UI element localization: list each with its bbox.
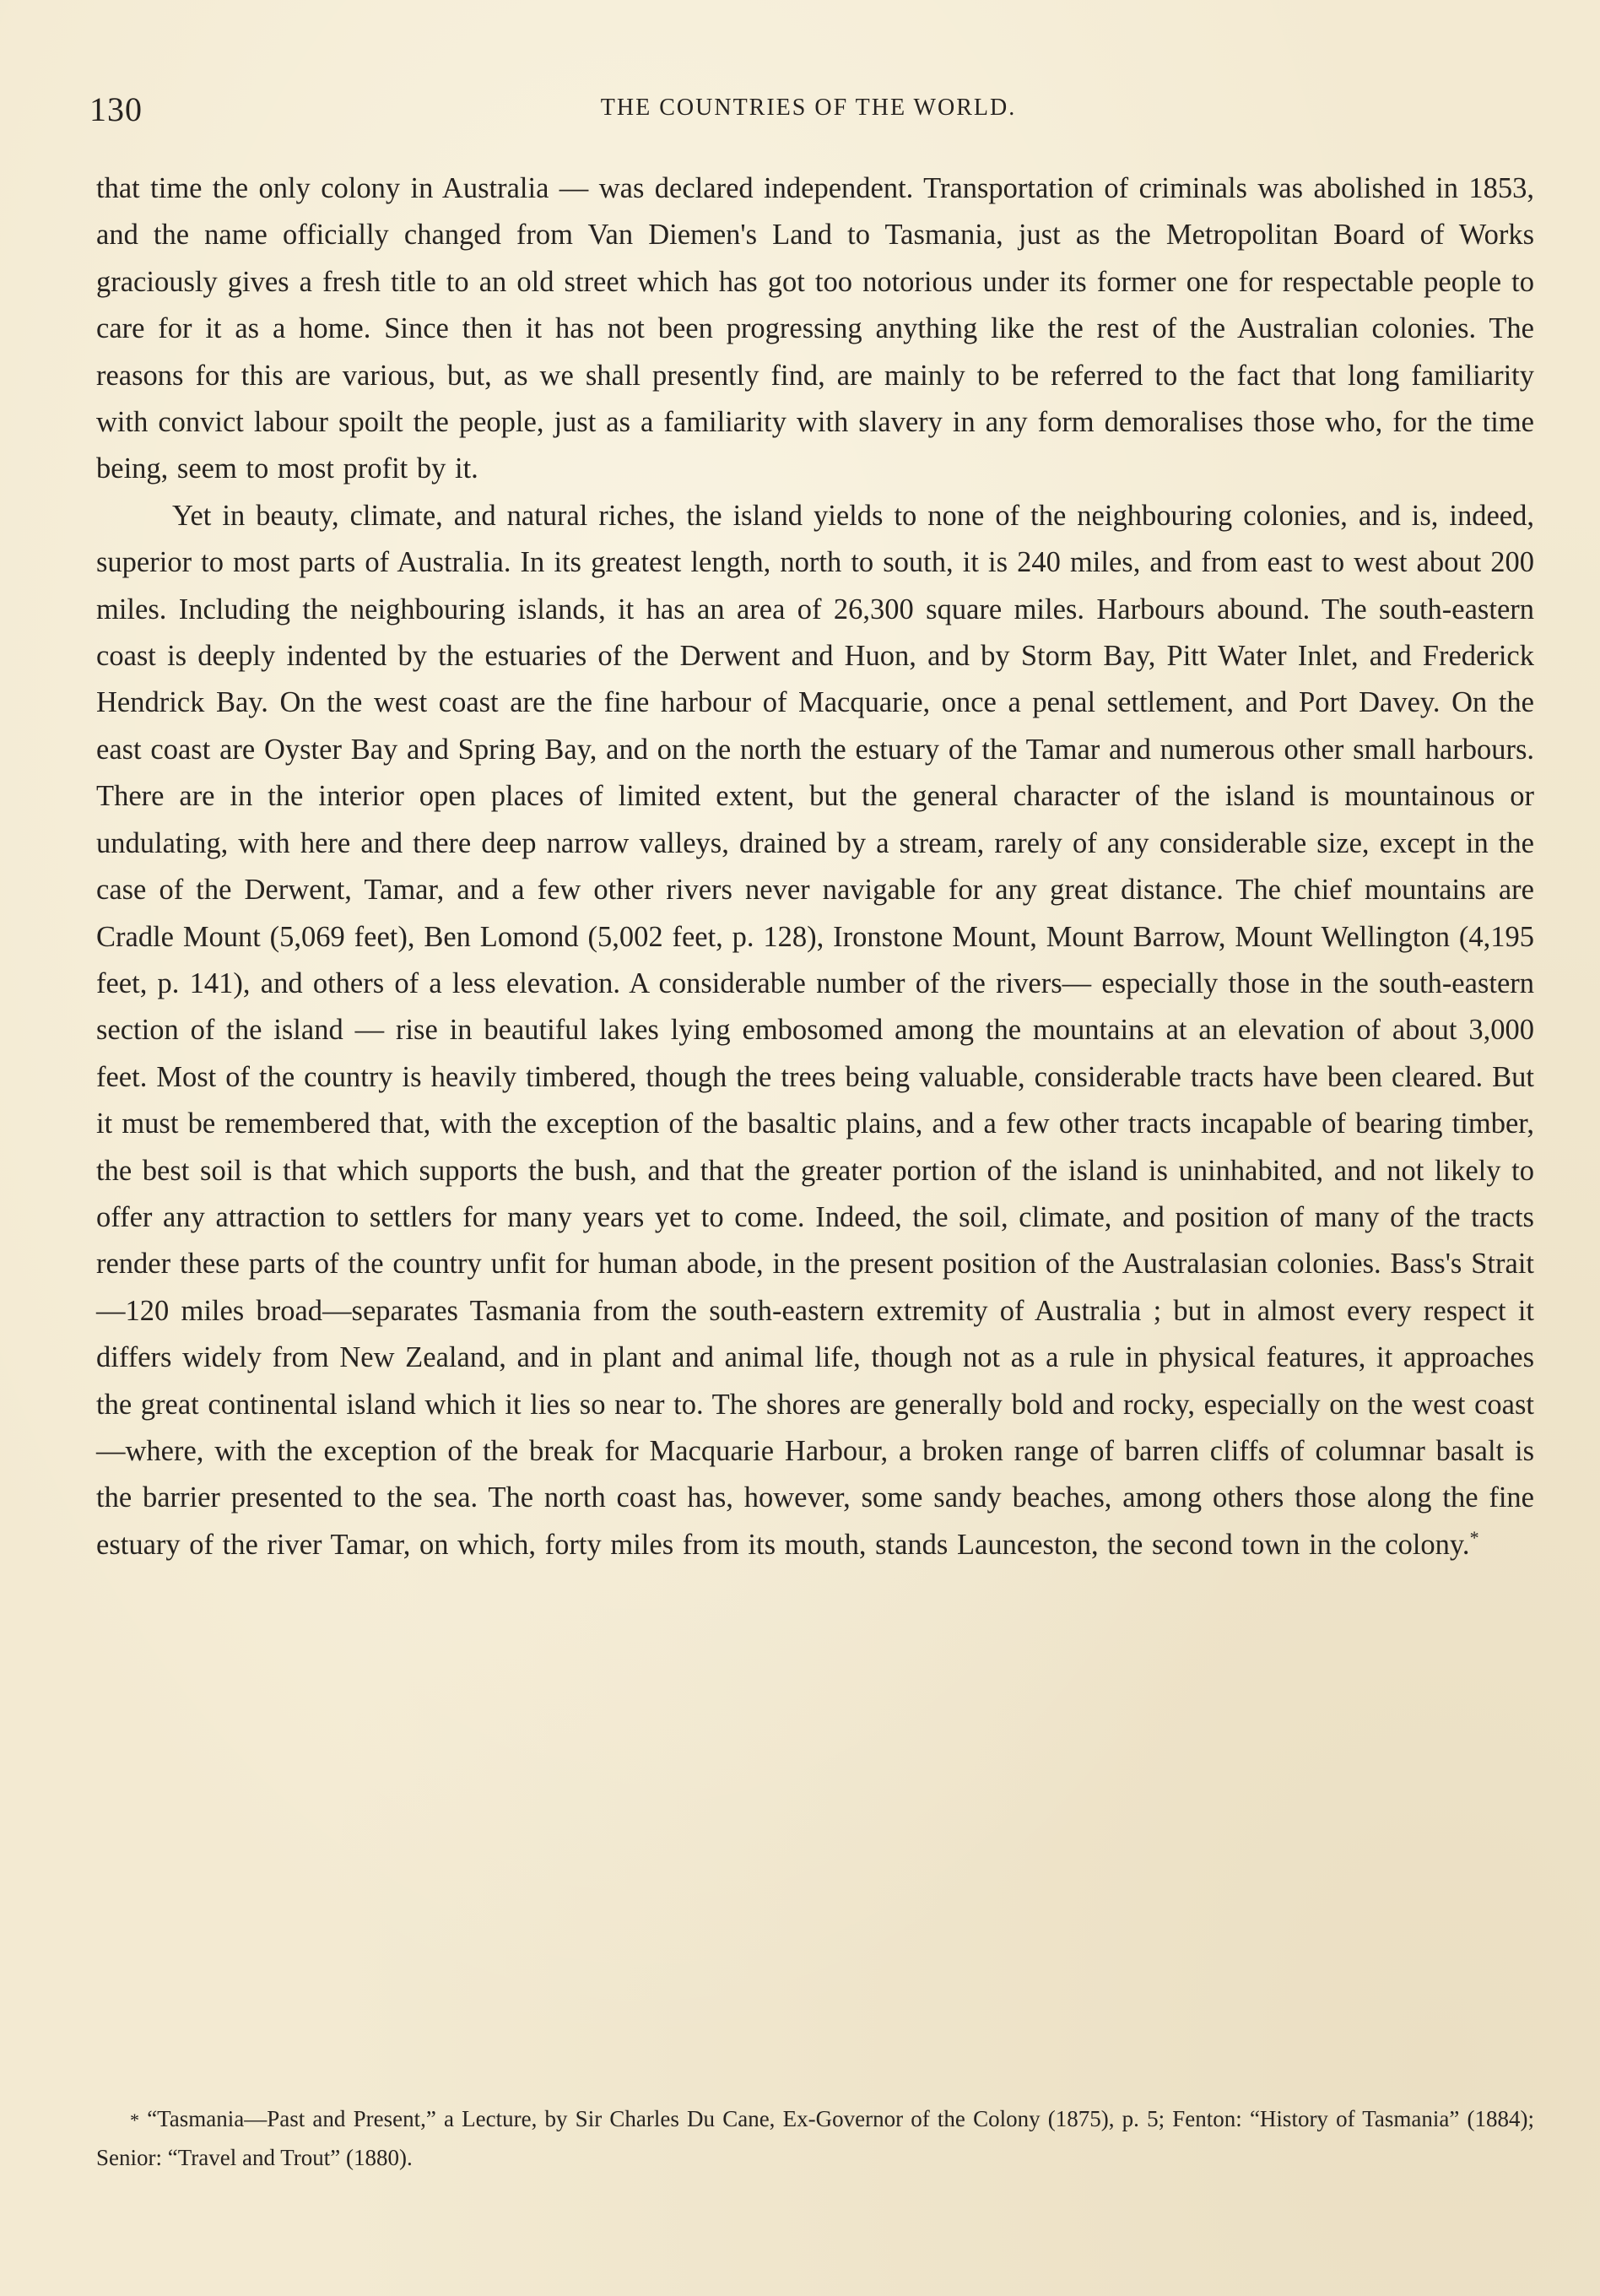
page-number: 130	[89, 90, 143, 128]
paragraph-1: that time the only colony in Australia — was declared independent. Transportation of criminals was abolished in 1853, and the name officially changed from Van Diemen's Land to Tasmania, just as the Metropolitan Board of Works graciously gives a fresh title to an old street which has got too notorious under its former one for respectable people to care for it as a home. Since then it has not been progressing anything like the rest of the Australian colonies. The reasons for this are various, but, as we shall presently find, are mainly to be referred to the fact that long familiarity with convict labour spoilt the people, just as a familiarity with slavery in any form demoralises those who, for the time being, seem to most profit by it.	[96, 172, 1534, 485]
footnote	[96, 2100, 1534, 2176]
paragraph-2	[96, 493, 1534, 1568]
footnote-text: “Tasmania—Past and Present,” a Lecture, by Sir Charles Du Cane, Ex-Governor of the Colony (1875), p. 5; Fenton: “History of Tasmania” (1884); Senior: “Travel and Trout” (1880).	[96, 2106, 1535, 2170]
footnote-mark: *	[130, 2109, 139, 2131]
footnote-reference: *	[1469, 1526, 1479, 1548]
body-text	[96, 165, 1534, 1568]
page-header	[89, 89, 1527, 137]
paragraph-2-text: Yet in beauty, climate, and natural riches, the island yields to none of the neighbouring colonies, and is, indeed, superior to most parts of Australia. In its greatest length, north to south, it is 240 miles, and from east to west about 200 miles. Including the neighbouring islands, it has an area of 26,300 square miles. Harbours abound. The south-eastern coast is deeply indented by the estuaries of the Derwent and Huon, and by Storm Bay, Pitt Water Inlet, and Frederick Hendrick Bay. On the west coast are the fine harbour of Macquarie, once a penal settlement, and Port Davey. On the east coast are Oyster Bay and Spring Bay, and on the north the estuary of the Tamar and numerous other small harbours. There are in the interior open places of limited extent, but the general character of the island is mountainous or undulating, with here and there deep narrow valleys, drained by a stream, rarely of any considerable size, except in the case of the Derwent, Tamar, and a few other rivers never navigable for any great distance. The chief mountains are Cradle Mount (5,069 feet), Ben Lomond (5,002 feet, p. 128), Ironstone Mount, Mount Barrow, Mount Wellington (4,195 feet, p. 141), and others of a less elevation. A considerable number of the rivers— especially those in the south-eastern section of the island — rise in beautiful lakes lying embosomed among the mountains at an elevation of about 3,000 feet. Most of the country is heavily timbered, though the trees being valuable, considerable tracts have been cleared. But it must be remembered that, with the exception of the basaltic plains, and a few other tracts incapable of bearing timber, the best soil is that which supports the bush, and that the greater portion of the island is uninhabited, and not likely to offer any attraction to settlers for many years yet to come. Indeed, the soil, climate, and position of many of the tracts render these parts of the country unfit for human abode, in the present position of the Australasian colonies. Bass's Strait—120 miles broad—separates Tasmania from the south-eastern extremity of Australia ; but in almost every respect it differs widely from New Zealand, and in plant and animal life, though not as a rule in physical features, it approaches the great continental island which it lies so near to. The shores are generally bold and rocky, especially on the west coast—where, with the exception of the break for Macquarie Harbour, a broken range of barren cliffs of columnar basalt is the barrier presented to the sea. The north coast has, however, some sandy beaches, among others those along the fine estuary of the river Tamar, on which, forty miles from its mouth, stands Launceston, the second town in the colony.	[96, 499, 1534, 1561]
running-head: THE COUNTRIES OF THE WORLD.	[600, 95, 1017, 121]
